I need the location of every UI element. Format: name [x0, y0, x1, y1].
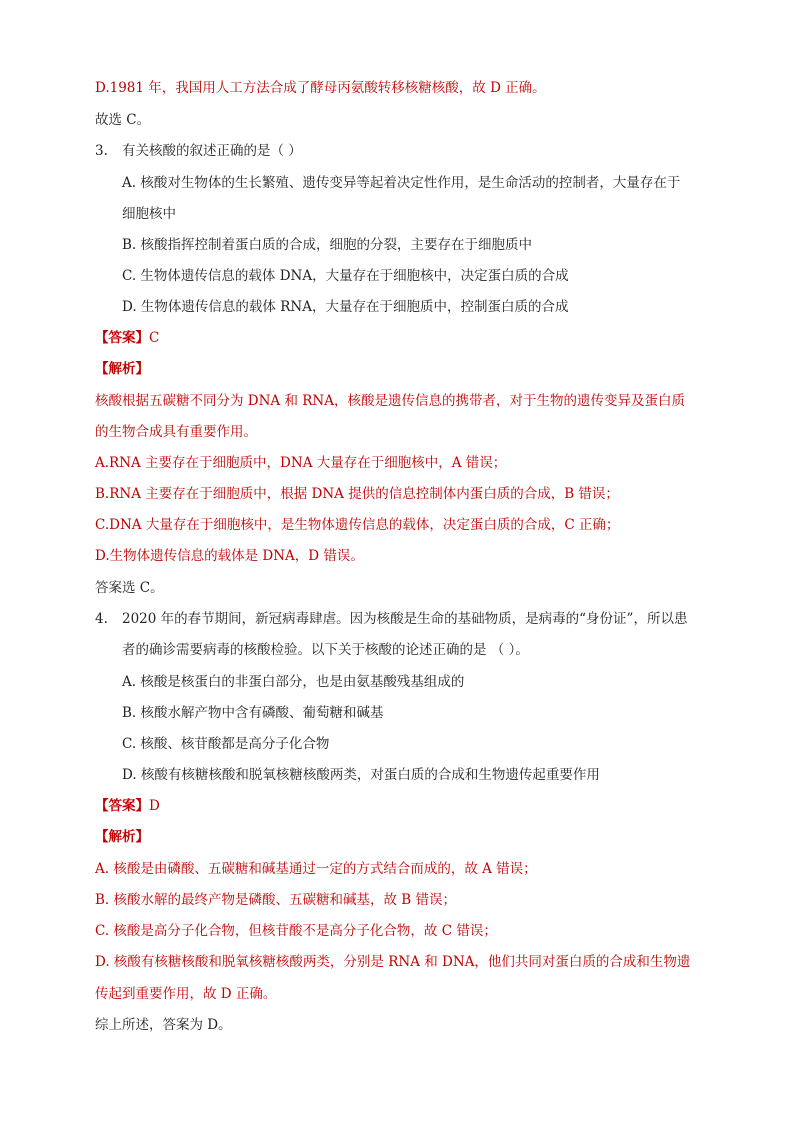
question-4-option-a: A. 核酸是核蛋白的非蛋白部分，也是由氨基酸残基组成的: [122, 674, 465, 690]
question-4-analysis-line: D. 核酸有核糖核酸和脱氧核糖核酸两类，分别是 RNA 和 DNA，他们共同对蛋白质的合成和生物遗: [95, 954, 691, 970]
question-3-analysis-line: B.RNA 主要存在于细胞质中，根据 DNA 提供的信息控制体内蛋白质的合成，B 错误；: [95, 486, 619, 502]
question-3-option-a-continued: 细胞核中: [122, 206, 176, 222]
question-4-stem-continued: 者的确诊需要病毒的核酸检验。以下关于核酸的论述正确的是 （ ）。: [122, 642, 529, 658]
question-3-analysis-line: D.生物体遗传信息的载体是 DNA，D 错误。: [95, 548, 364, 564]
question-4-option-d: D. 核酸有核糖核酸和脱氧核糖核酸两类，对蛋白质的合成和生物遗传起重要作用: [122, 767, 600, 783]
question-3-option-b: B. 核酸指挥控制着蛋白质的合成，细胞的分裂，主要存在于细胞质中: [122, 237, 533, 253]
question-number: 4.: [95, 611, 108, 627]
question-4-analysis-line: A. 核酸是由磷酸、五碳糖和碱基通过一定的方式结合而成的，故 A 错误；: [95, 861, 537, 877]
question-4-option-b: B. 核酸水解产物中含有磷酸、葡萄糖和碱基: [122, 705, 384, 721]
question-3-conclusion: 答案选 C。: [95, 580, 164, 596]
answer-label: 【答案】: [95, 330, 149, 346]
question-3-analysis-line: C.DNA 大量存在于细胞核中，是生物体遗传信息的载体，决定蛋白质的合成，C 正确；: [95, 517, 620, 533]
question-4-analysis-line: C. 核酸是高分子化合物，但核苷酸不是高分子化合物，故 C 错误；: [95, 923, 497, 939]
question-3-analysis-line: A.RNA 主要存在于细胞质中，DNA 大量存在于细胞核中，A 错误；: [95, 455, 507, 471]
question-stem-text: 有关核酸的叙述正确的是（ ）: [122, 143, 302, 159]
question-number: 3.: [95, 143, 108, 159]
question-3-option-c: C. 生物体遗传信息的载体 DNA，大量存在于细胞核中，决定蛋白质的合成: [122, 268, 569, 284]
question-3-option-a: A. 核酸对生物体的生长繁殖、遗传变异等起着决定性作用，是生命活动的控制者，大量存在于: [122, 175, 681, 191]
question-4-analysis-line: B. 核酸水解的最终产物是磷酸、五碳糖和碱基，故 B 错误；: [95, 892, 457, 908]
question-4-answer: [95, 796, 715, 816]
question-stem-text: 2020 年的春节期间，新冠病毒肆虐。因为核酸是生命的基础物质，是病毒的“身份证”，所以患: [122, 611, 688, 627]
prev-conclusion: 故选 C。: [95, 112, 151, 128]
question-4-analysis-label: 【解析】: [95, 829, 149, 845]
answer-label: 【答案】: [95, 798, 149, 814]
question-3-analysis-line: 的生物合成具有重要作用。: [95, 424, 257, 440]
answer-value: C: [149, 330, 160, 346]
question-4-analysis-line: 传起到重要作用，故 D 正确。: [95, 986, 277, 1002]
question-4-conclusion: 综上所述，答案为 D。: [95, 1017, 232, 1033]
question-3-option-d: D. 生物体遗传信息的载体 RNA，大量存在于细胞质中，控制蛋白质的合成: [122, 299, 569, 315]
prev-analysis-line-d: D.1981 年，我国用人工方法合成了酵母丙氨酸转移核糖核酸，故 D 正确。: [95, 80, 546, 96]
question-3-analysis-line: 核酸根据五碳糖不同分为 DNA 和 RNA，核酸是遗传信息的携带者，对于生物的遗传变异及蛋白质: [95, 393, 685, 409]
question-4-stem: [95, 609, 715, 629]
answer-value: D: [149, 798, 160, 814]
question-4-option-c: C. 核酸、核苷酸都是高分子化合物: [122, 736, 330, 752]
question-3-analysis-label: 【解析】: [95, 361, 149, 377]
question-3-stem: [95, 141, 715, 161]
question-3-answer: [95, 328, 715, 348]
